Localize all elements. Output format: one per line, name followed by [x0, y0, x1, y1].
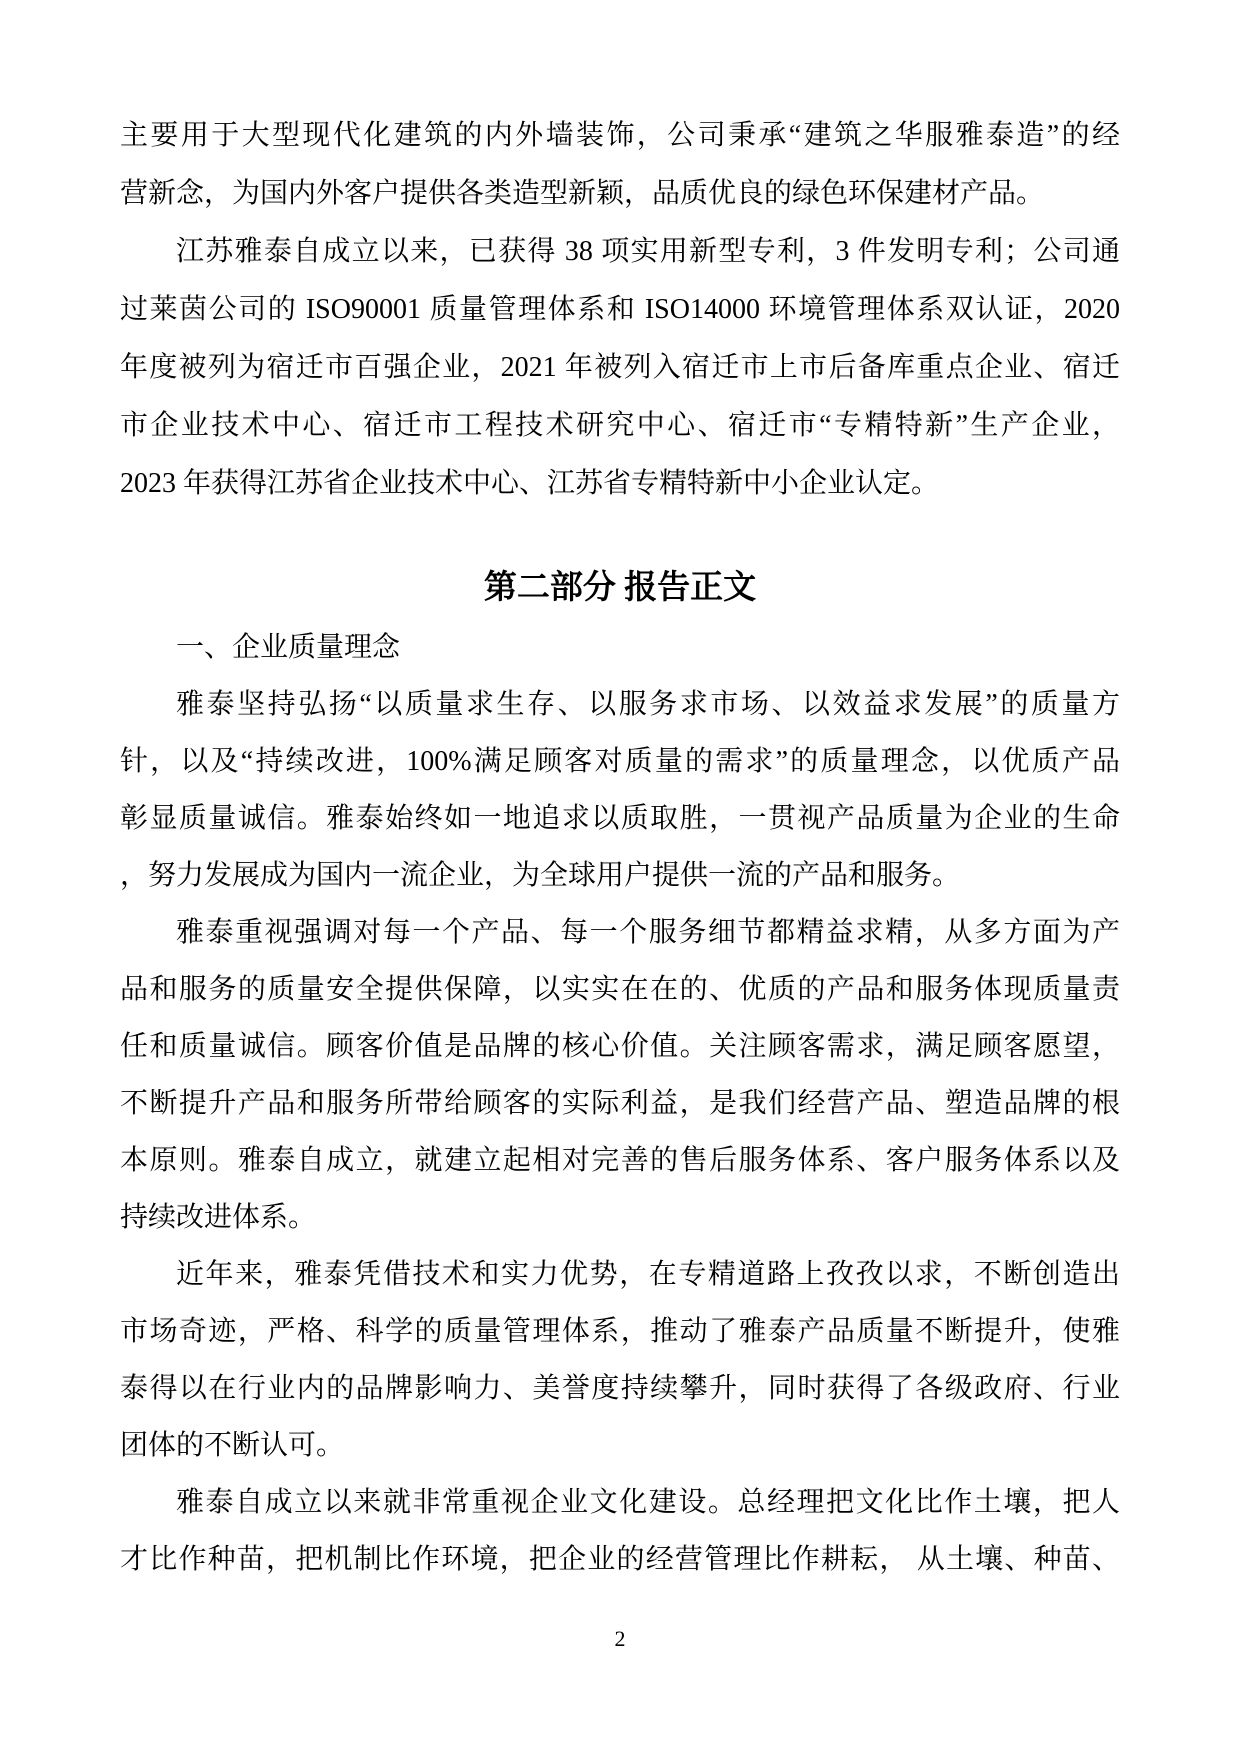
text-line: 雅泰重视强调对每一个产品、每一个服务细节都精益求精，从多方面为产 [176, 917, 1120, 948]
text-line: 雅泰坚持弘扬“以质量求生存、以服务求市场、以效益求发展”的质量方 [176, 689, 1120, 720]
text-line: 不断提升产品和服务所带给顾客的实际利益，是我们经营产品、塑造品牌的根 [120, 1088, 1120, 1119]
text-line: 江苏雅泰自成立以来，已获得 38 项实用新型专利，3 件发明专利；公司通 [176, 236, 1120, 267]
intro-paragraphs [120, 107, 1120, 513]
text-line: 持续改进体系。 [120, 1202, 317, 1233]
text-line: 品和服务的质量安全提供保障，以实实在在的、优质的产品和服务体现质量责 [120, 974, 1120, 1005]
page-number: 2 [614, 1626, 626, 1651]
text-line: 2023 年获得江苏省企业技术中心、江苏省专精特新中小企业认定。 [120, 468, 940, 499]
text-line: 任和质量诚信。顾客价值是品牌的核心价值。关注顾客需求，满足顾客愿望， [120, 1031, 1120, 1062]
text-line: 市场奇迹，严格、科学的质量管理体系，推动了雅泰产品质量不断提升，使雅 [120, 1316, 1120, 1347]
page-content [120, 107, 1120, 1588]
text-line: 雅泰自成立以来就非常重视企业文化建设。总经理把文化比作土壤，把人 [176, 1487, 1120, 1518]
text-line: 营新念，为国内外客户提供各类造型新颖，品质优良的绿色环保建材产品。 [120, 178, 1045, 209]
text-line: 主要用于大型现代化建筑的内外墙装饰，公司秉承“建筑之华服雅泰造”的经 [120, 120, 1120, 151]
body-paragraphs [120, 619, 1120, 1588]
text-line: 近年来，雅泰凭借技术和实力优势，在专精道路上孜孜以求，不断创造出 [176, 1259, 1120, 1290]
text-line: 彰显质量诚信。雅泰始终如一地追求以质取胜，一贯视产品质量为企业的生命 [120, 803, 1120, 834]
section-heading: 第二部分 报告正文 [483, 570, 757, 606]
text-line: 针，以及“持续改进，100%满足顾客对质量的需求”的质量理念，以优质产品 [120, 746, 1120, 777]
text-line: 才比作种苗，把机制比作环境，把企业的经营管理比作耕耘， 从土壤、种苗、 [120, 1544, 1120, 1575]
text-line: 本原则。雅泰自成立，就建立起相对完善的售后服务体系、客户服务体系以及 [120, 1145, 1120, 1176]
text-line: 团体的不断认可。 [120, 1430, 345, 1461]
text-line: ，努力发展成为国内一流企业，为全球用户提供一流的产品和服务。 [120, 860, 961, 891]
text-line: 市企业技术中心、宿迁市工程技术研究中心、宿迁市“专精特新”生产企业， [120, 410, 1120, 441]
text-line: 泰得以在行业内的品牌影响力、美誉度持续攀升，同时获得了各级政府、行业 [120, 1373, 1120, 1404]
text-line: 一、企业质量理念 [176, 632, 401, 663]
text-line: 年度被列为宿迁市百强企业，2021 年被列入宿迁市上市后备库重点企业、宿迁 [120, 352, 1120, 383]
text-line: 过莱茵公司的 ISO90001 质量管理体系和 ISO14000 环境管理体系双认证，2020 [120, 294, 1120, 325]
